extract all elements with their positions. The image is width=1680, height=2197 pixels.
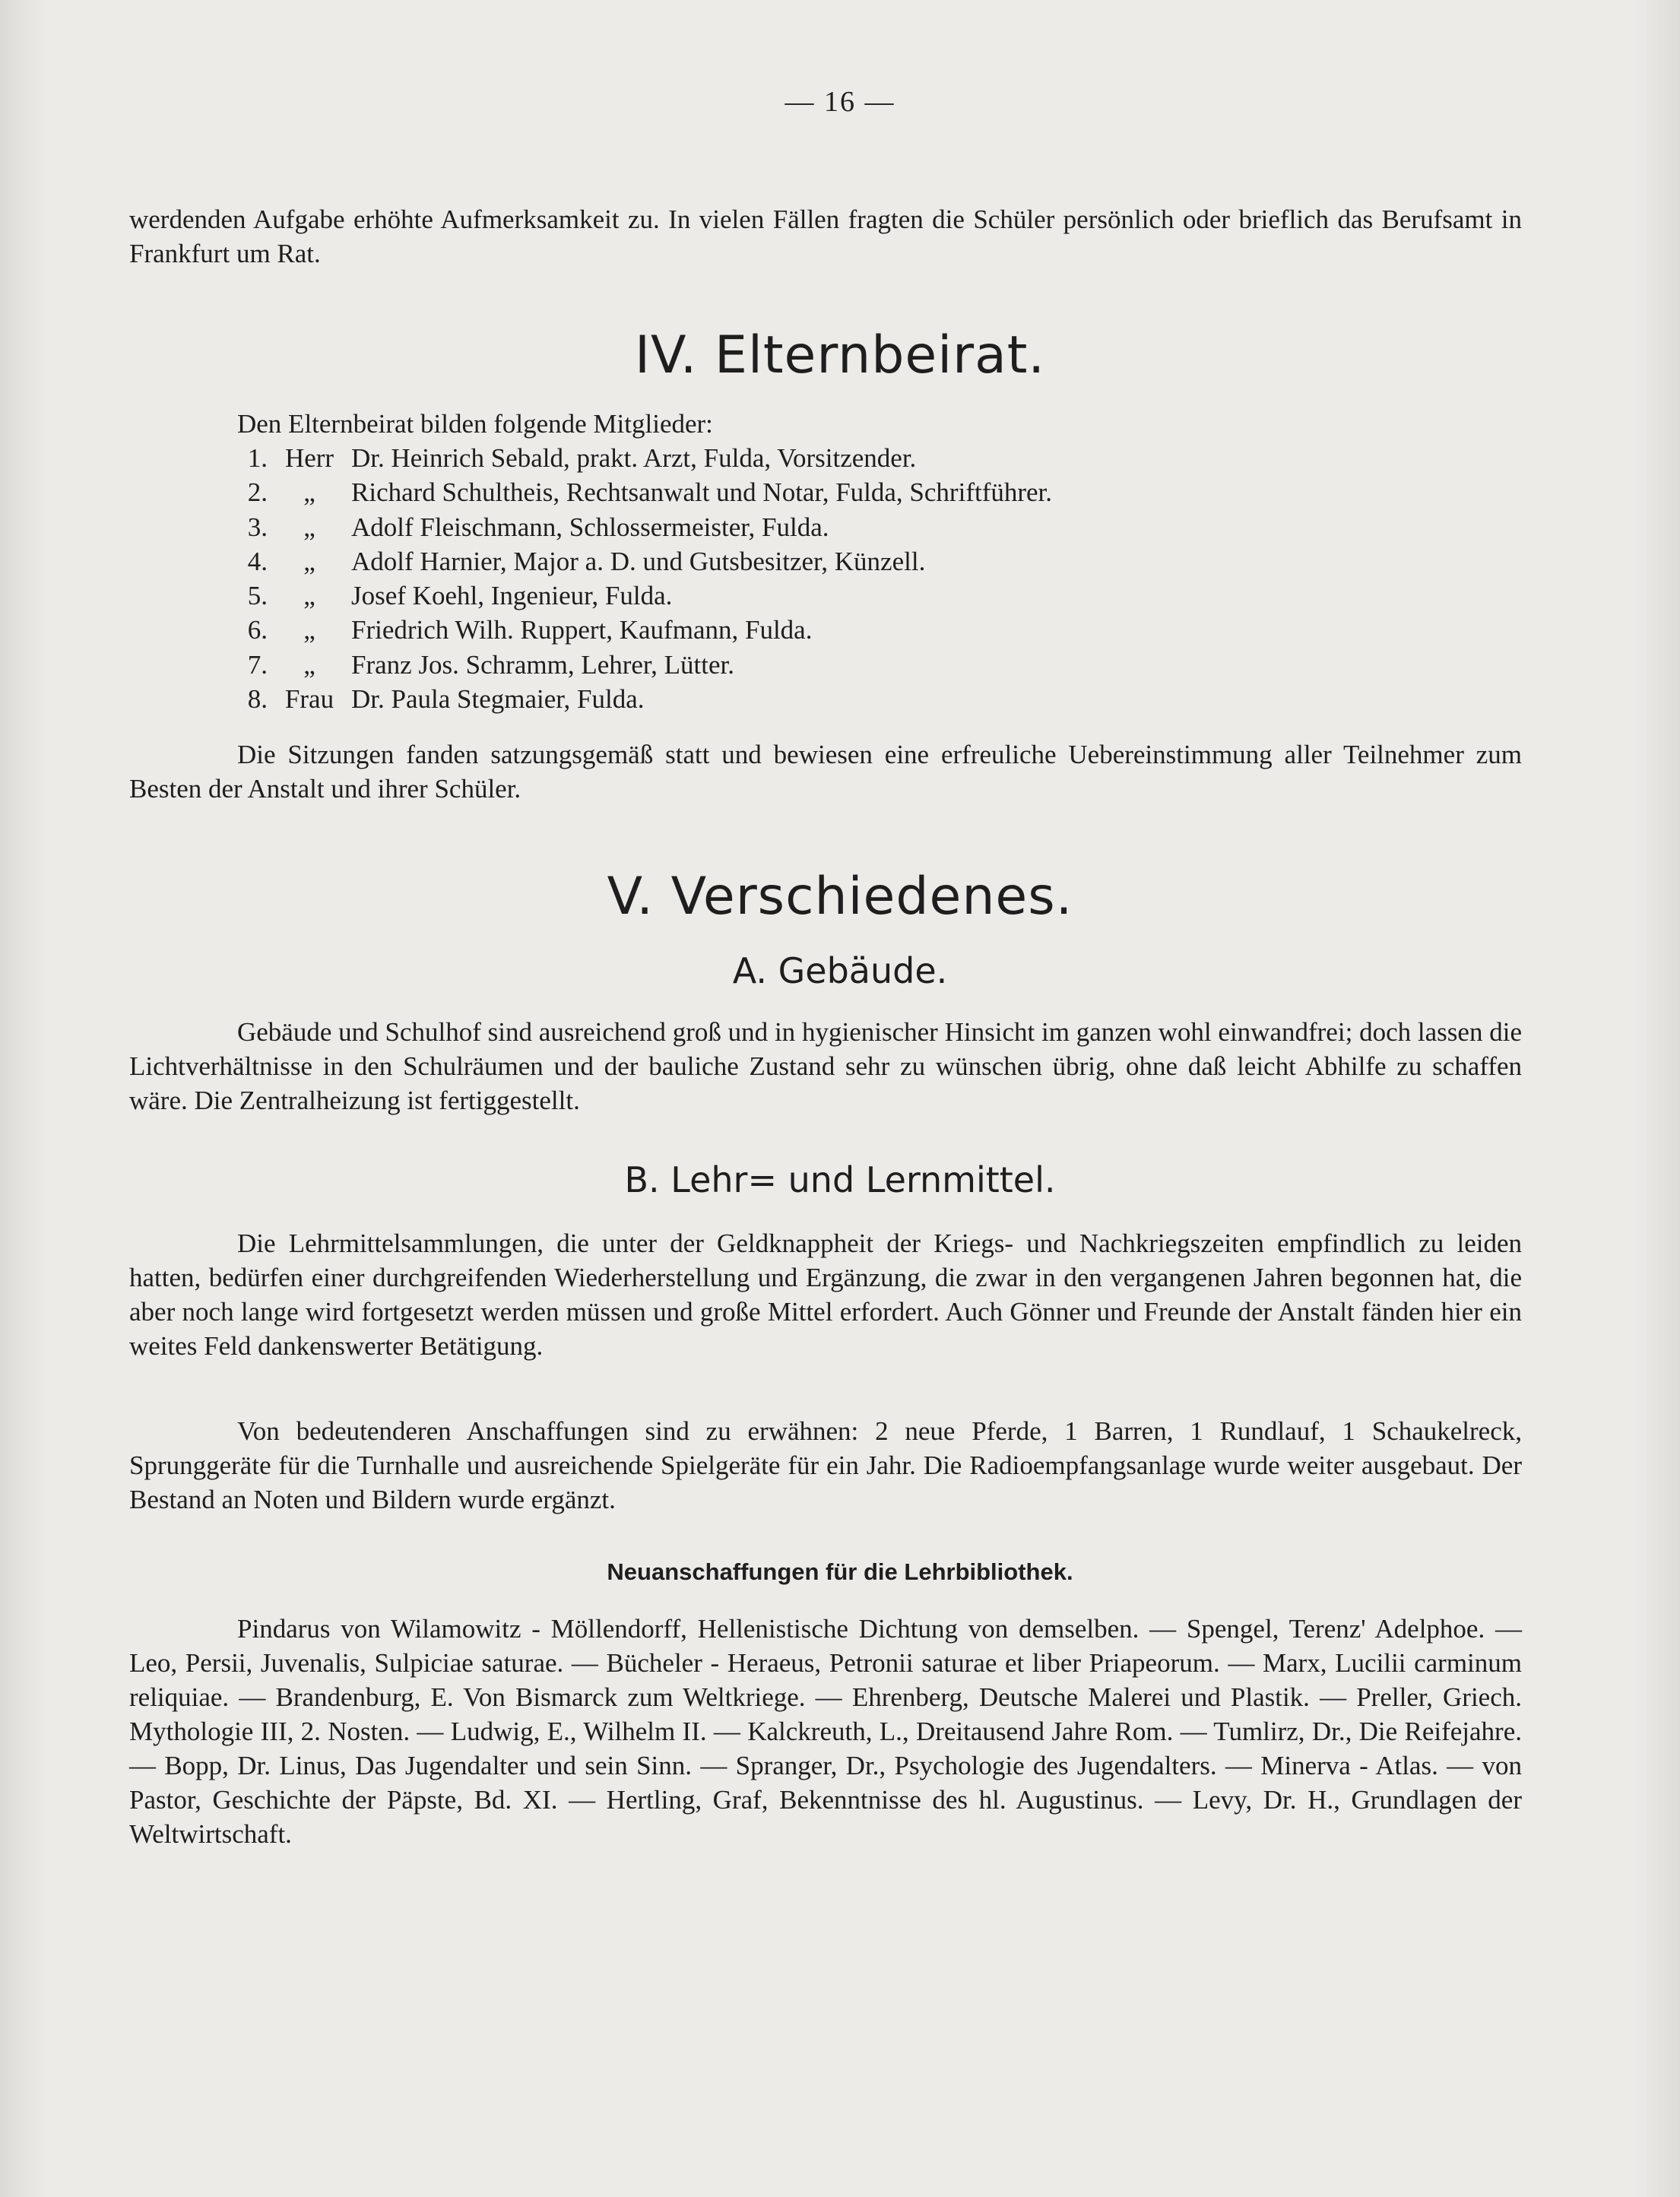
member-title-prefix: „: [303, 546, 315, 576]
member-number: 3.: [247, 512, 268, 542]
member-title-prefix: „: [303, 649, 315, 680]
member-number: 5.: [247, 581, 268, 611]
member-number: 8.: [247, 684, 268, 715]
subsection-b-block-2: [129, 1414, 1522, 1517]
subsection-b-paragraph-2: Von bedeutenderen Anschaffungen sind zu erwähnen: 2 neue Pferde, 1 Barren, 1 Rundlauf, 1 Schaukelreck, Sprunggeräte für die Turnhalle und ausreichende Spielgeräte für ein Jahr. Die Radioempfangsanlage wurde weiter ausgebaut. Der Bestand an Noten und Bildern wurde ergänzt.: [129, 1416, 1522, 1514]
subsection-a-block: [129, 1015, 1522, 1118]
member-title-prefix: „: [303, 615, 315, 645]
subsection-a-paragraph: Gebäude und Schulhof sind ausreichend groß und in hygienischer Hinsicht im ganzen wohl einwandfrei; doch lassen die Lichtverhältnisse in den Schulräumen und der bauliche Zustand sehr zu wünschen übrig, ohne daß leicht Abhilfe zu schaffen wäre. Die Zentralheizung ist fertiggestellt.: [129, 1017, 1522, 1115]
intro-paragraph-block: [129, 202, 1522, 271]
member-row: [236, 648, 1052, 682]
subsection-b-heading: B. Lehr= und Lernmittel.: [624, 1159, 1056, 1200]
member-title-prefix: „: [303, 581, 315, 611]
member-number: 1.: [247, 443, 268, 473]
member-row: [236, 475, 1052, 509]
members-lead: Den Elternbeirat bilden folgende Mitglieder:: [237, 409, 713, 439]
subsection-b-block-1: [129, 1226, 1522, 1363]
member-details: Richard Schultheis, Rechtsanwalt und Notar, Fulda, Schriftführer.: [351, 477, 1053, 508]
subsection-b-paragraph-1: Die Lehrmittelsammlungen, die unter der Geldknappheit der Kriegs- und Nachkriegszeiten empfindlich zu leiden hatten, bedürfen einer durchgreifenden Wiederherstellung und Ergänzung, die zwar in den vergangenen Jahren begonnen hat, die aber noch lange wird fortgesetzt werden müssen und große Mittel erfordert. Auch Gönner und Freunde der Anstalt fänden hier ein weites Feld dankenswerter Betätigung.: [129, 1228, 1522, 1361]
library-heading: Neuanschaffungen für die Lehrbibliothek.: [607, 1558, 1073, 1585]
member-details: Franz Jos. Schramm, Lehrer, Lütter.: [351, 649, 735, 680]
member-row: [236, 682, 1052, 716]
member-row: [236, 579, 1052, 613]
subsection-a-heading: A. Gebäude.: [732, 950, 948, 991]
member-number: 7.: [247, 649, 268, 680]
member-number: 2.: [247, 477, 268, 508]
section-iv-closing: Die Sitzungen fanden satzungsgemäß statt und bewiesen eine erfreuliche Uebereinstimmung aller Teilnehmer zum Besten der Anstalt und ihrer Schüler.: [129, 740, 1522, 804]
member-title-prefix: „: [303, 477, 315, 508]
section-v-heading: V. Verschiedenes.: [607, 867, 1073, 927]
member-title-prefix: Herr: [284, 443, 334, 473]
member-details: Adolf Fleischmann, Schlossermeister, Fulda.: [351, 512, 829, 542]
member-details: Adolf Harnier, Major a. D. und Gutsbesitzer, Künzell.: [351, 546, 926, 576]
member-details: Dr. Heinrich Sebald, prakt. Arzt, Fulda, Vorsitzender.: [351, 443, 917, 473]
page-number: — 16 —: [785, 86, 895, 118]
member-title-prefix: „: [303, 512, 315, 542]
member-details: Friedrich Wilh. Ruppert, Kaufmann, Fulda.: [351, 615, 813, 645]
library-block: [129, 1612, 1522, 1851]
section-iv-heading: IV. Elternbeirat.: [634, 325, 1046, 385]
member-row: [236, 544, 1052, 579]
member-details: Dr. Paula Stegmaier, Fulda.: [351, 684, 645, 715]
member-row: [236, 510, 1052, 544]
member-number: 6.: [247, 615, 268, 645]
member-list: [236, 441, 1052, 716]
member-details: Josef Koehl, Ingenieur, Fulda.: [351, 581, 673, 611]
members-lead-block: [237, 407, 1630, 441]
member-title-prefix: Frau: [284, 684, 334, 715]
intro-paragraph: werdenden Aufgabe erhöhte Aufmerksamkeit zu. In vielen Fällen fragten die Schüler persönlich oder brieflich das Berufsamt in Frankfurt um Rat.: [129, 204, 1522, 268]
member-number: 4.: [247, 546, 268, 576]
member-row: [236, 613, 1052, 647]
library-paragraph: Pindarus von Wilamowitz - Möllendorff, Hellenistische Dichtung von demselben. — Spengel, Terenz' Adelphoe. — Leo, Persii, Juvenalis, Sulpiciae saturae. — Bücheler - Heraeus, Petronii saturae et liber Priapeorum. — Marx, Lucilii carminum reliquiae. — Brandenburg, E. Von Bismarck zum Weltkriege. — Ehrenberg, Deutsche Malerei und Plastik. — Preller, Griech. Mythologie III, 2. Nosten. — Ludwig, E., Wilhelm II. — Kalckreuth, L., Dreitausend Jahre Rom. — Tumlirz, Dr., Die Reifejahre. — Bopp, Dr. Linus, Das Jugendalter und sein Sinn. — Spranger, Dr., Psychologie des Jugendalters. — Minerva - Atlas. — von Pastor, Geschichte der Päpste, Bd. XI. — Hertling, Graf, Bekenntnisse des hl. Augustinus. — Levy, Dr. H., Grundlagen der Weltwirtschaft.: [129, 1614, 1522, 1849]
member-row: [236, 441, 1052, 475]
section-iv-closing-block: [129, 737, 1522, 806]
